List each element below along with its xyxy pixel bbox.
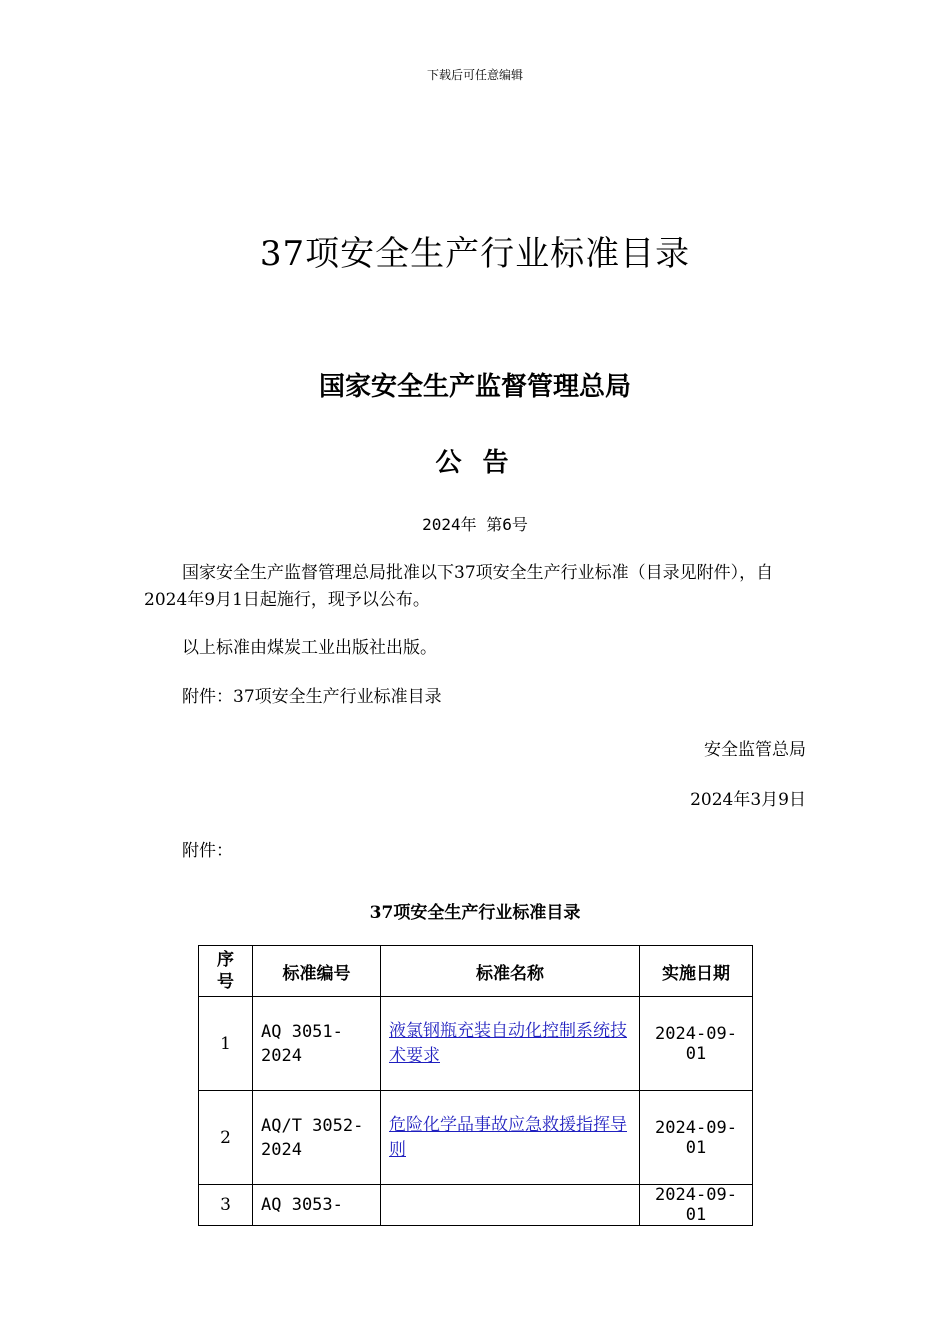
header-no-label: 序号: [217, 950, 234, 992]
standards-table: [198, 945, 753, 1226]
attachment-paragraph: 附件：37项安全生产行业标准目录: [182, 687, 442, 707]
attachment-label: 附件：: [182, 841, 233, 861]
row-date: 2024-09-01: [640, 1091, 753, 1185]
announcement-paragraph: 国家安全生产监督管理总局批准以下37项安全生产行业标准（目录见附件），自2024年9月1日起施行，现予以公布。: [144, 563, 774, 610]
header-note: 下载后可任意编辑: [426, 68, 523, 82]
table-row: [199, 1185, 753, 1226]
standard-link[interactable]: 危险化学品事故应急救援指挥导则: [389, 1114, 627, 1160]
signature-org: 安全监管总局: [704, 740, 806, 760]
header-date: 实施日期: [640, 946, 753, 997]
row-name-cell: [381, 1091, 640, 1185]
document-title: 37项安全生产行业标准目录: [259, 234, 691, 274]
table-row: [199, 1091, 753, 1185]
row-date: 2024-09-01: [640, 997, 753, 1091]
row-no: 3: [199, 1185, 253, 1226]
row-name-cell: [381, 997, 640, 1091]
notice-number: 2024年 第6号: [422, 515, 528, 534]
row-code: AQ/T 3052-2024: [253, 1091, 381, 1185]
row-name-cell: [381, 1185, 640, 1226]
row-no: 1: [199, 997, 253, 1091]
issuer-name: 国家安全生产监督管理总局: [318, 372, 631, 402]
publisher-paragraph: 以上标准由煤炭工业出版社出版。: [182, 638, 437, 658]
row-code: AQ 3051-2024: [253, 997, 381, 1091]
row-code: AQ 3053-: [253, 1185, 381, 1226]
notice-label: 公 告: [435, 448, 515, 478]
signature-date: 2024年3月9日: [690, 790, 806, 810]
header-name: 标准名称: [381, 946, 640, 997]
table-header-row: [199, 946, 753, 997]
table-title: 37项安全生产行业标准目录: [369, 903, 581, 923]
table-row: [199, 997, 753, 1091]
row-no: 2: [199, 1091, 253, 1185]
header-code: 标准编号: [253, 946, 381, 997]
header-no: [199, 946, 253, 997]
standard-link[interactable]: 液氯钢瓶充装自动化控制系统技术要求: [389, 1020, 627, 1066]
row-date: 2024-09-01: [640, 1185, 753, 1226]
